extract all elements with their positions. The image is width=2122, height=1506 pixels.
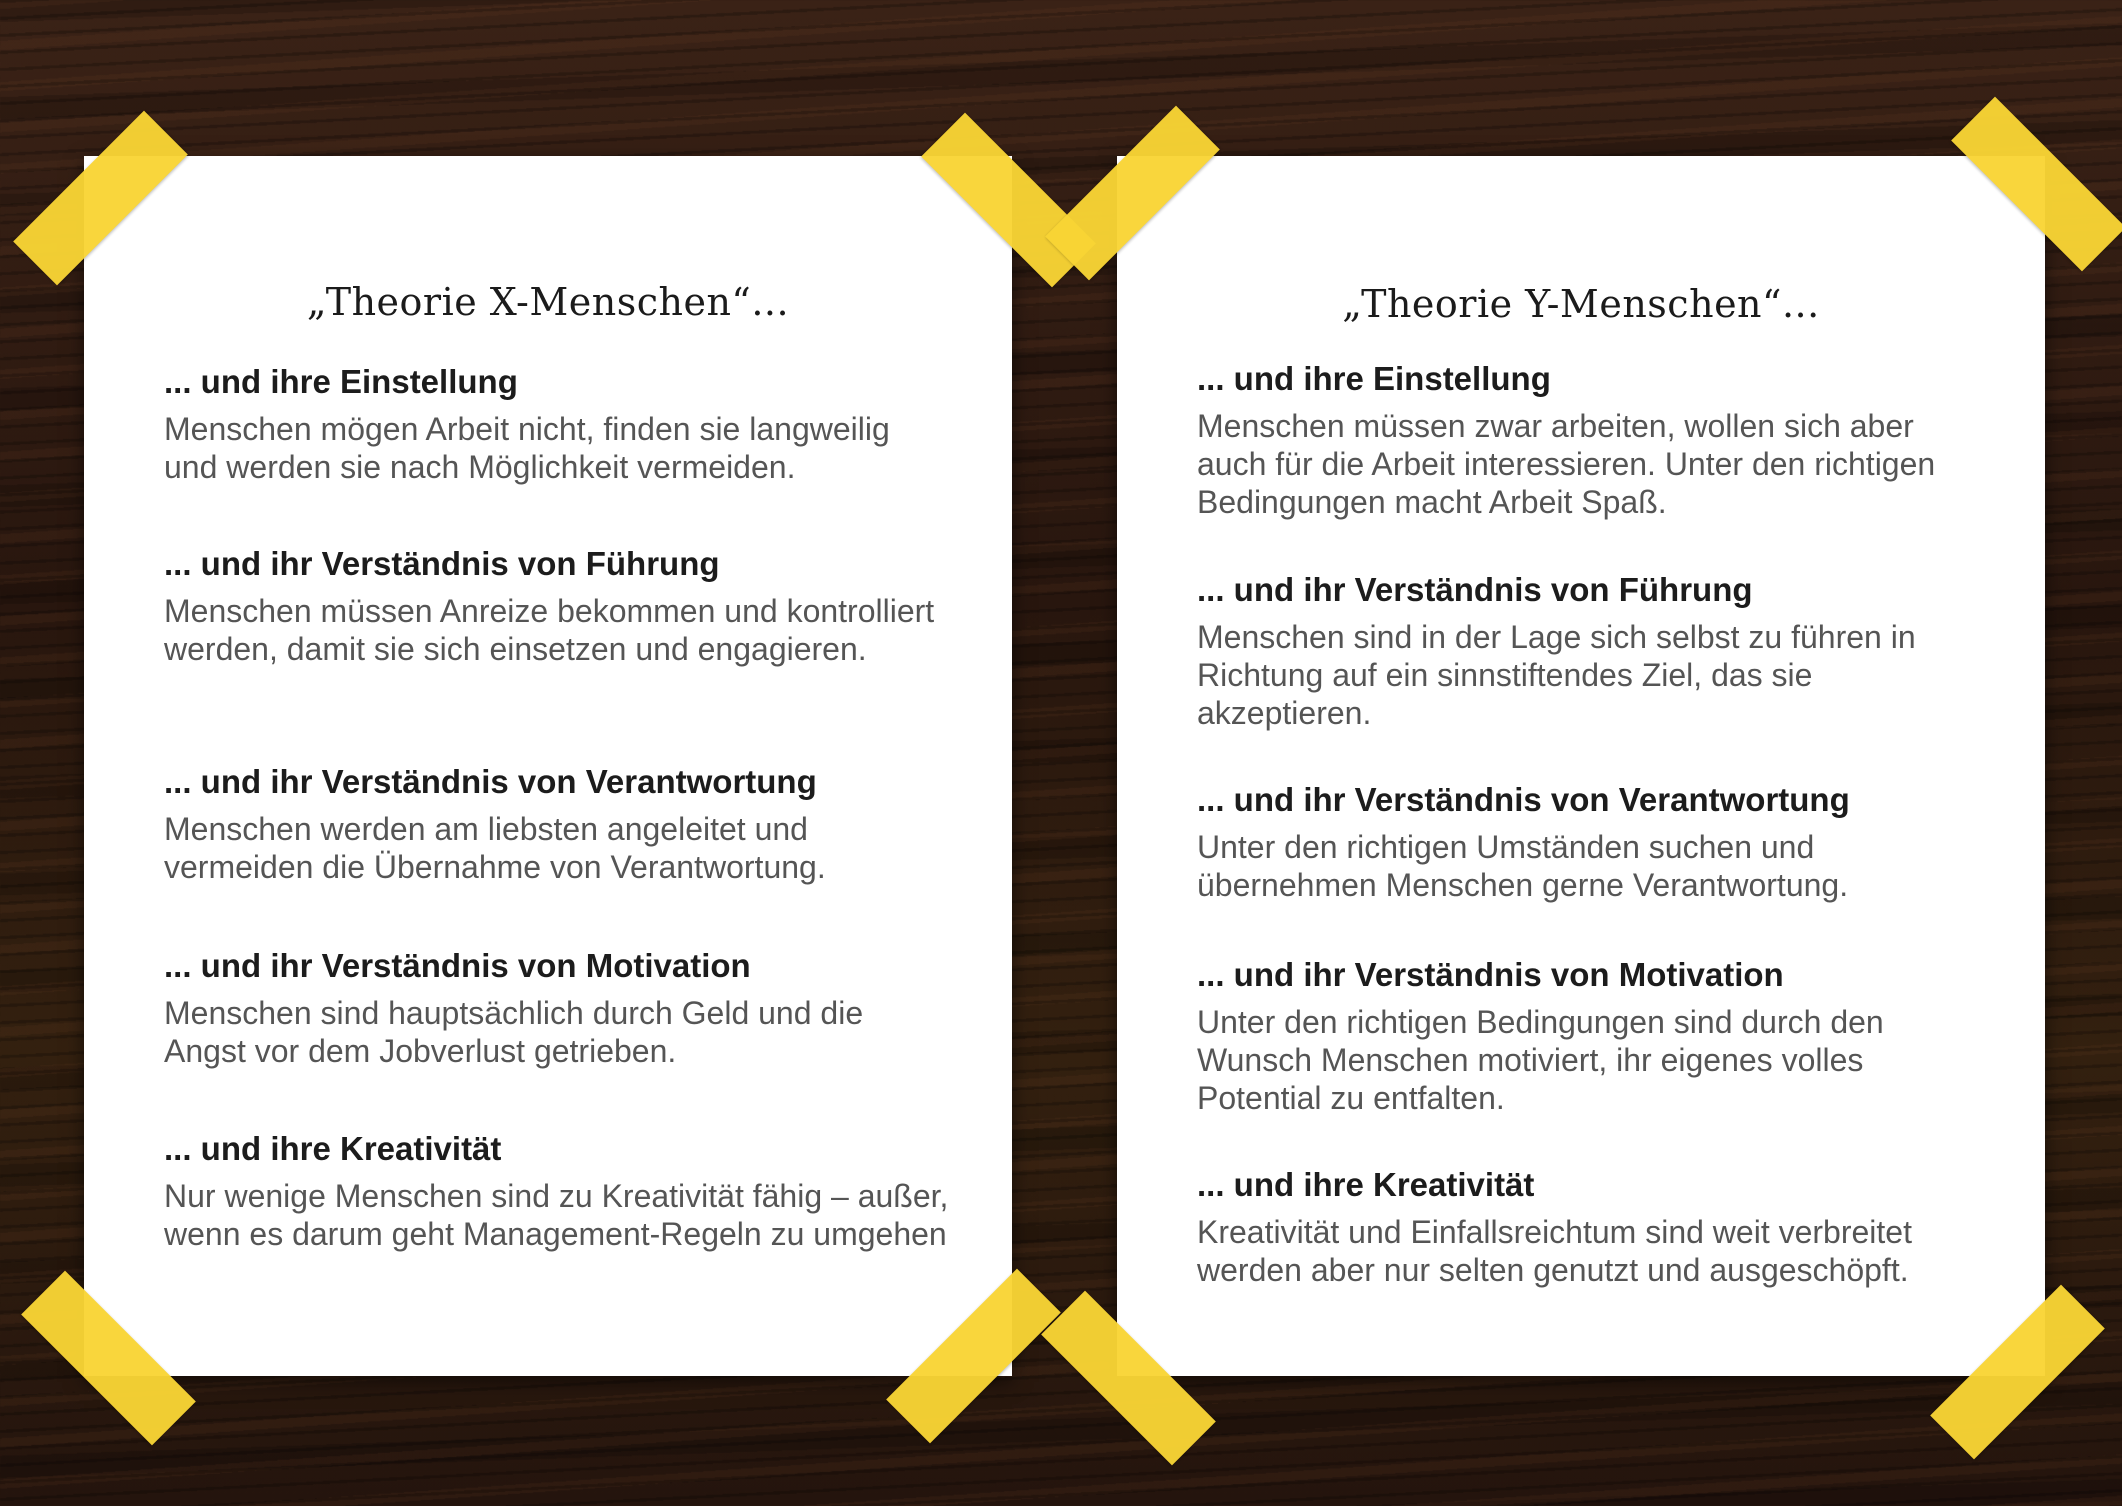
sheet-title: „Theorie X-Menschen“... [306,280,790,324]
section-leadership [164,544,952,668]
sheet-title: „Theorie Y-Menschen“... [1342,282,1820,326]
section-creativity [164,1129,952,1253]
theory-x-sheet [84,156,1012,1376]
section-heading: ... und ihr Verständnis von Motivation [164,947,751,984]
theory-y-sheet [1117,156,2045,1376]
section-heading: ... und ihr Verständnis von Führung [164,545,720,582]
section-heading: ... und ihre Kreativität [164,1130,502,1167]
section-motivation [1197,955,1985,1117]
section-responsibility [164,762,952,886]
section-heading: ... und ihr Verständnis von Verantwortung [1197,781,1850,818]
section-body: Unter den richtigen Bedingungen sind durch den Wunsch Menschen motiviert, ihr eigenes volles Potential zu entfalten. [1197,1004,1884,1116]
section-heading: ... und ihr Verständnis von Motivation [1197,956,1784,993]
section-body: Nur wenige Menschen sind zu Kreativität fähig – außer, wenn es darum geht Management-Regeln zu umgehen [164,1178,949,1252]
section-heading: ... und ihre Kreativität [1197,1166,1535,1203]
section-heading: ... und ihre Einstellung [164,363,518,400]
section-body: Menschen sind in der Lage sich selbst zu führen in Richtung auf ein sinnstiftendes Ziel, das sie akzeptieren. [1197,619,1916,731]
section-attitude [1197,359,1985,521]
section-body: Menschen müssen Anreize bekommen und kontrolliert werden, damit sie sich einsetzen und engagieren. [164,593,935,667]
section-body: Unter den richtigen Umständen suchen und übernehmen Menschen gerne Verantwortung. [1197,829,1849,903]
section-creativity [1197,1165,1985,1289]
section-attitude [164,362,952,486]
section-heading: ... und ihr Verständnis von Verantwortung [164,763,817,800]
section-heading: ... und ihr Verständnis von Führung [1197,571,1753,608]
section-body: Menschen mögen Arbeit nicht, finden sie langweilig und werden sie nach Möglichkeit vermeiden. [164,411,890,485]
section-body: Menschen werden am liebsten angeleitet und vermeiden die Übernahme von Verantwortung. [164,811,826,885]
section-body: Kreativität und Einfallsreichtum sind weit verbreitet werden aber nur selten genutzt und ausgeschöpft. [1197,1214,1912,1288]
section-body: Menschen sind hauptsächlich durch Geld und die Angst vor dem Jobverlust getrieben. [164,995,864,1069]
section-body: Menschen müssen zwar arbeiten, wollen sich aber auch für die Arbeit interessieren. Unter den richtigen Bedingungen macht Arbeit Spaß. [1197,408,1936,520]
section-leadership [1197,570,1985,732]
section-heading: ... und ihre Einstellung [1197,360,1551,397]
section-motivation [164,946,952,1070]
section-responsibility [1197,780,1985,904]
